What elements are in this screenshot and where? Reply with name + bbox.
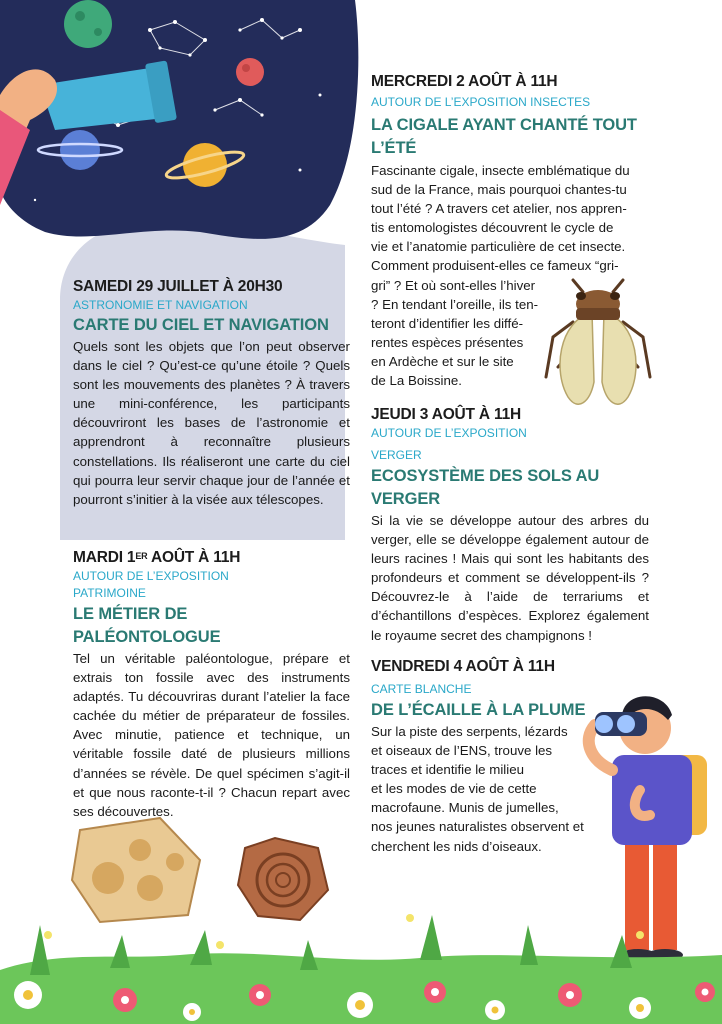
event-mercredi — [371, 72, 649, 390]
event-date: SAMEDI 29 JUILLET À 20H30 — [73, 278, 283, 295]
event-description: Quels sont les objets que l’on peut observer dans le ciel ? Qu’est-ce qu’une étoile ? Quels sont les mouvements des planètes ? À travers une mini-conférence, les participants découvriront les bases de l’astronomie et apprendront à reconnaître plusieurs constellations. Ils réaliseront une carte du ciel qui pourra leur servir chaque jour de l’année et pourront s’initier à la visée aux télescopes. — [73, 339, 350, 507]
event-date: VENDREDI 4 AOÛT À 11H — [371, 658, 555, 675]
event-category-line2: VERGER — [371, 448, 422, 462]
event-mardi — [73, 548, 350, 821]
event-date: MARDI 1ER AOÛT À 11H — [73, 549, 241, 566]
event-title: LE MÉTIER DE — [73, 605, 188, 623]
shell-fossil-illustration — [72, 818, 200, 922]
event-title-line2: L’ÉTÉ — [371, 139, 417, 157]
event-title: DE L’ÉCAILLE À LA PLUME — [371, 701, 586, 719]
event-category: CARTE BLANCHE — [371, 682, 472, 696]
event-date: JEUDI 3 AOÛT À 11H — [371, 406, 522, 423]
event-vendredi — [371, 657, 621, 856]
grass-meadow — [0, 914, 722, 1024]
event-category: AUTOUR DE L’EXPOSITION — [371, 426, 527, 440]
event-description: Si la vie se développe autour des arbres du verger, elle se développe également autour de leurs racines ! Mais qui sont les habitants des profondeurs et comment se développent-ils ? Découvrez-le à l’aide de terrariums et d’échantillons d’espèces. Explorez également le royaume secret des champignons ! — [371, 513, 649, 643]
event-category-line2: PATRIMOINE — [73, 586, 146, 600]
event-description: Sur la piste des serpents, lézards et oiseaux de l’ENS, trouve les traces et identifie le milieu et les modes de vie de cette macrofaune. Munis de jumelles, nos jeunes naturalistes observent et cherchent les nids d’oiseaux. — [371, 724, 584, 854]
event-category: AUTOUR DE L’EXPOSITION — [73, 569, 229, 583]
event-jeudi — [371, 405, 649, 645]
event-samedi — [73, 277, 350, 509]
event-description: Fascinante cigale, insecte emblématique du sud de la France, mais pourquoi chantes-tu tout l’été ? A travers cet atelier, nos appren- tis entomologistes découvrent le cycle de vie et l’anatomie particulière de cet insecte. Comment produisent-elles ce fameux “gri- gri” ? Et où sont-elles l’hiver ? En tendant l’oreille, ils ten- teront d’identifier les diffé- rentes espèces présentes en Ardèche et sur le site de La Boissine. — [371, 163, 630, 389]
event-date: MERCREDI 2 AOÛT À 11H — [371, 73, 558, 90]
event-title-line2: PALÉONTOLOGUE — [73, 628, 221, 646]
red-planet — [236, 58, 264, 86]
ammonite-fossil-illustration — [238, 838, 328, 920]
event-category: ASTRONOMIE ET NAVIGATION — [73, 298, 248, 312]
green-planet — [64, 0, 112, 48]
event-title: CARTE DU CIEL ET NAVIGATION — [73, 316, 329, 334]
event-title: ECOSYSTÈME DES SOLS AU VERGER — [371, 467, 600, 508]
event-category: AUTOUR DE L’EXPOSITION INSECTES — [371, 95, 591, 109]
event-title: LA CIGALE AYANT CHANTÉ TOUT — [371, 116, 637, 134]
event-description: Tel un véritable paléontologue, prépare et extrais ton fossile avec des instruments adaptés. Tu découvriras durant l’atelier la face cachée du métier de préparateur de fossiles. Avec minutie, patience et technique, un véritable fossile daté de plusieurs millions d’années se révèle. De quel spécimen s’agit-il et que nous raconte-t-il ? Chacun repart avec ses découvertes. — [73, 651, 350, 819]
